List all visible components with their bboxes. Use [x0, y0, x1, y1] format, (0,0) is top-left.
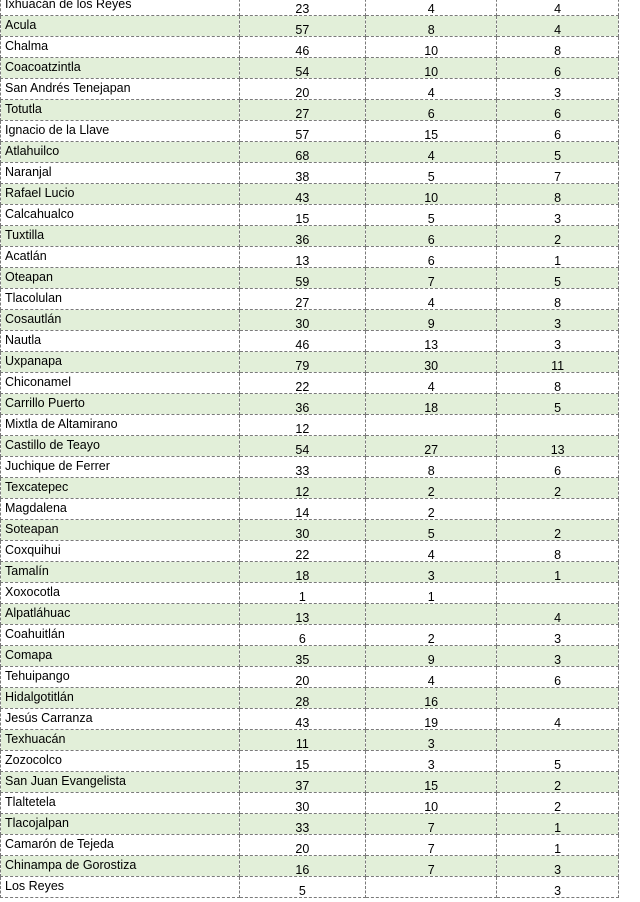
value-b-cell: 2 — [366, 499, 497, 520]
value-b-cell: 10 — [366, 793, 497, 814]
value-b-cell: 7 — [366, 856, 497, 877]
value-c-cell: 3 — [497, 625, 619, 646]
municipality-name-cell: Totutla — [1, 100, 240, 121]
value-b-cell: 6 — [366, 226, 497, 247]
municipality-name-cell: Oteapan — [1, 268, 240, 289]
table-row — [1, 37, 619, 58]
value-a-cell: 46 — [239, 37, 365, 58]
value-b-cell: 3 — [366, 562, 497, 583]
value-c-cell: 5 — [497, 751, 619, 772]
value-a-cell: 5 — [239, 877, 365, 898]
value-b-cell: 1 — [366, 583, 497, 604]
table-row — [1, 604, 619, 625]
municipality-name-cell: Chiconamel — [1, 373, 240, 394]
value-c-cell: 5 — [497, 394, 619, 415]
value-a-cell: 33 — [239, 814, 365, 835]
value-a-cell: 46 — [239, 331, 365, 352]
table-row — [1, 562, 619, 583]
municipality-name-cell: Acatlán — [1, 247, 240, 268]
value-a-cell: 22 — [239, 541, 365, 562]
municipality-name-cell: Carrillo Puerto — [1, 394, 240, 415]
value-b-cell: 16 — [366, 688, 497, 709]
value-c-cell: 4 — [497, 0, 619, 16]
value-c-cell: 2 — [497, 793, 619, 814]
value-b-cell: 2 — [366, 478, 497, 499]
value-b-cell: 10 — [366, 184, 497, 205]
value-b-cell: 15 — [366, 772, 497, 793]
table-row — [1, 226, 619, 247]
value-b-cell: 4 — [366, 289, 497, 310]
municipality-name-cell: Hidalgotitlán — [1, 688, 240, 709]
value-a-cell: 54 — [239, 436, 365, 457]
value-b-cell: 10 — [366, 58, 497, 79]
municipality-name-cell: Alpatláhuac — [1, 604, 240, 625]
value-b-cell: 5 — [366, 163, 497, 184]
municipality-name-cell: Chinampa de Gorostiza — [1, 856, 240, 877]
value-a-cell: 11 — [239, 730, 365, 751]
municipality-name-cell: Coxquihui — [1, 541, 240, 562]
value-c-cell: 2 — [497, 772, 619, 793]
municipality-name-cell: Coahuitlán — [1, 625, 240, 646]
value-c-cell: 4 — [497, 709, 619, 730]
municipality-name-cell: Castillo de Teayo — [1, 436, 240, 457]
municipality-name-cell: Xoxocotla — [1, 583, 240, 604]
value-a-cell: 22 — [239, 373, 365, 394]
table-row — [1, 163, 619, 184]
municipality-name-cell: Comapa — [1, 646, 240, 667]
table-row — [1, 835, 619, 856]
municipality-name-cell: Camarón de Tejeda — [1, 835, 240, 856]
table-row — [1, 289, 619, 310]
value-c-cell: 6 — [497, 100, 619, 121]
table-row — [1, 457, 619, 478]
value-c-cell: 6 — [497, 121, 619, 142]
value-c-cell — [497, 415, 619, 436]
value-b-cell: 7 — [366, 835, 497, 856]
table-row — [1, 625, 619, 646]
value-b-cell: 4 — [366, 541, 497, 562]
table-row — [1, 772, 619, 793]
municipality-name-cell: Texhuacán — [1, 730, 240, 751]
municipality-name-cell: Tlaltetela — [1, 793, 240, 814]
municipality-name-cell: Juchique de Ferrer — [1, 457, 240, 478]
municipality-name-cell: San Andrés Tenejapan — [1, 79, 240, 100]
value-c-cell: 6 — [497, 667, 619, 688]
table-row — [1, 331, 619, 352]
value-b-cell — [366, 604, 497, 625]
municipality-name-cell: Jesús Carranza — [1, 709, 240, 730]
value-c-cell: 8 — [497, 184, 619, 205]
value-b-cell: 4 — [366, 142, 497, 163]
municipality-name-cell: Nautla — [1, 331, 240, 352]
table-row — [1, 373, 619, 394]
value-a-cell: 13 — [239, 604, 365, 625]
value-c-cell: 8 — [497, 373, 619, 394]
table-row — [1, 877, 619, 898]
table-row — [1, 415, 619, 436]
value-b-cell: 4 — [366, 0, 497, 16]
value-a-cell: 37 — [239, 772, 365, 793]
value-b-cell: 3 — [366, 751, 497, 772]
value-c-cell: 5 — [497, 142, 619, 163]
municipality-name-cell: Texcatepec — [1, 478, 240, 499]
value-c-cell: 3 — [497, 331, 619, 352]
table-row — [1, 793, 619, 814]
value-c-cell: 1 — [497, 835, 619, 856]
municipality-name-cell: Tehuipango — [1, 667, 240, 688]
value-c-cell: 8 — [497, 289, 619, 310]
value-c-cell: 1 — [497, 247, 619, 268]
value-c-cell: 1 — [497, 562, 619, 583]
value-a-cell: 13 — [239, 247, 365, 268]
municipality-name-cell: Tamalín — [1, 562, 240, 583]
value-b-cell: 13 — [366, 331, 497, 352]
value-a-cell: 57 — [239, 121, 365, 142]
value-a-cell: 43 — [239, 184, 365, 205]
value-b-cell: 7 — [366, 268, 497, 289]
value-b-cell: 30 — [366, 352, 497, 373]
value-c-cell: 6 — [497, 457, 619, 478]
municipality-name-cell: Ixhuacán de los Reyes — [1, 0, 240, 16]
value-a-cell: 36 — [239, 394, 365, 415]
table-row — [1, 0, 619, 16]
table-row — [1, 499, 619, 520]
table-row — [1, 541, 619, 562]
table-row — [1, 646, 619, 667]
value-a-cell: 14 — [239, 499, 365, 520]
value-c-cell: 11 — [497, 352, 619, 373]
value-a-cell: 20 — [239, 667, 365, 688]
table-row — [1, 184, 619, 205]
table-row — [1, 520, 619, 541]
value-c-cell: 1 — [497, 814, 619, 835]
municipality-name-cell: Coacoatzintla — [1, 58, 240, 79]
value-b-cell — [366, 415, 497, 436]
value-c-cell: 8 — [497, 37, 619, 58]
value-a-cell: 35 — [239, 646, 365, 667]
value-a-cell: 68 — [239, 142, 365, 163]
value-c-cell: 13 — [497, 436, 619, 457]
value-a-cell: 30 — [239, 793, 365, 814]
value-a-cell: 28 — [239, 688, 365, 709]
value-a-cell: 33 — [239, 457, 365, 478]
value-b-cell — [366, 877, 497, 898]
value-c-cell — [497, 730, 619, 751]
table-row — [1, 814, 619, 835]
value-a-cell: 57 — [239, 16, 365, 37]
value-b-cell: 6 — [366, 100, 497, 121]
value-c-cell: 4 — [497, 604, 619, 625]
table-row — [1, 100, 619, 121]
table-row — [1, 121, 619, 142]
municipality-name-cell: Magdalena — [1, 499, 240, 520]
value-b-cell: 7 — [366, 814, 497, 835]
value-b-cell: 4 — [366, 667, 497, 688]
table-row — [1, 247, 619, 268]
value-a-cell: 15 — [239, 205, 365, 226]
value-b-cell: 3 — [366, 730, 497, 751]
table-row — [1, 16, 619, 37]
municipality-name-cell: Tuxtilla — [1, 226, 240, 247]
table-row — [1, 310, 619, 331]
value-c-cell: 3 — [497, 79, 619, 100]
value-b-cell: 9 — [366, 646, 497, 667]
municipality-name-cell: Ignacio de la Llave — [1, 121, 240, 142]
table-row — [1, 751, 619, 772]
value-a-cell: 1 — [239, 583, 365, 604]
value-a-cell: 30 — [239, 310, 365, 331]
value-c-cell: 2 — [497, 226, 619, 247]
table-row — [1, 58, 619, 79]
table-row — [1, 709, 619, 730]
value-b-cell: 4 — [366, 373, 497, 394]
municipality-name-cell: Los Reyes — [1, 877, 240, 898]
value-c-cell: 3 — [497, 646, 619, 667]
value-a-cell: 12 — [239, 478, 365, 499]
value-b-cell: 5 — [366, 205, 497, 226]
value-c-cell: 4 — [497, 16, 619, 37]
value-a-cell: 12 — [239, 415, 365, 436]
value-b-cell: 18 — [366, 394, 497, 415]
table-row — [1, 394, 619, 415]
municipality-name-cell: Naranjal — [1, 163, 240, 184]
table-row — [1, 436, 619, 457]
value-c-cell: 3 — [497, 310, 619, 331]
table-row — [1, 730, 619, 751]
municipality-name-cell: Tlacojalpan — [1, 814, 240, 835]
value-b-cell: 4 — [366, 79, 497, 100]
value-a-cell: 79 — [239, 352, 365, 373]
value-a-cell: 27 — [239, 289, 365, 310]
value-c-cell: 3 — [497, 856, 619, 877]
value-c-cell: 3 — [497, 205, 619, 226]
table-row — [1, 478, 619, 499]
municipality-name-cell: Soteapan — [1, 520, 240, 541]
value-c-cell: 2 — [497, 520, 619, 541]
municipality-name-cell: Acula — [1, 16, 240, 37]
value-a-cell: 6 — [239, 625, 365, 646]
value-b-cell: 8 — [366, 16, 497, 37]
municipality-name-cell: San Juan Evangelista — [1, 772, 240, 793]
value-a-cell: 27 — [239, 100, 365, 121]
municipality-name-cell: Rafael Lucio — [1, 184, 240, 205]
municipality-name-cell: Cosautlán — [1, 310, 240, 331]
municipality-name-cell: Calcahualco — [1, 205, 240, 226]
value-a-cell: 54 — [239, 58, 365, 79]
value-a-cell: 59 — [239, 268, 365, 289]
table-row — [1, 856, 619, 877]
value-c-cell: 2 — [497, 478, 619, 499]
table-row — [1, 688, 619, 709]
value-b-cell: 6 — [366, 247, 497, 268]
table-row — [1, 583, 619, 604]
value-c-cell: 7 — [497, 163, 619, 184]
municipality-name-cell: Tlacolulan — [1, 289, 240, 310]
value-b-cell: 10 — [366, 37, 497, 58]
value-c-cell — [497, 583, 619, 604]
value-a-cell: 15 — [239, 751, 365, 772]
table-row — [1, 79, 619, 100]
value-c-cell — [497, 688, 619, 709]
municipality-name-cell: Uxpanapa — [1, 352, 240, 373]
value-b-cell: 8 — [366, 457, 497, 478]
value-a-cell: 30 — [239, 520, 365, 541]
value-a-cell: 43 — [239, 709, 365, 730]
municipality-name-cell: Zozocolco — [1, 751, 240, 772]
table-row — [1, 268, 619, 289]
value-b-cell: 19 — [366, 709, 497, 730]
value-b-cell: 15 — [366, 121, 497, 142]
value-c-cell: 3 — [497, 877, 619, 898]
value-b-cell: 9 — [366, 310, 497, 331]
table-row — [1, 142, 619, 163]
value-b-cell: 5 — [366, 520, 497, 541]
value-a-cell: 16 — [239, 856, 365, 877]
municipality-name-cell: Chalma — [1, 37, 240, 58]
value-c-cell: 8 — [497, 541, 619, 562]
value-a-cell: 20 — [239, 79, 365, 100]
value-c-cell: 6 — [497, 58, 619, 79]
table-body — [1, 0, 619, 898]
value-a-cell: 36 — [239, 226, 365, 247]
value-c-cell: 5 — [497, 268, 619, 289]
value-a-cell: 23 — [239, 0, 365, 16]
table-row — [1, 352, 619, 373]
value-b-cell: 2 — [366, 625, 497, 646]
table-row — [1, 667, 619, 688]
table-row — [1, 205, 619, 226]
value-a-cell: 20 — [239, 835, 365, 856]
municipality-name-cell: Mixtla de Altamirano — [1, 415, 240, 436]
municipality-name-cell: Atlahuilco — [1, 142, 240, 163]
value-a-cell: 18 — [239, 562, 365, 583]
value-a-cell: 38 — [239, 163, 365, 184]
value-c-cell — [497, 499, 619, 520]
value-b-cell: 27 — [366, 436, 497, 457]
